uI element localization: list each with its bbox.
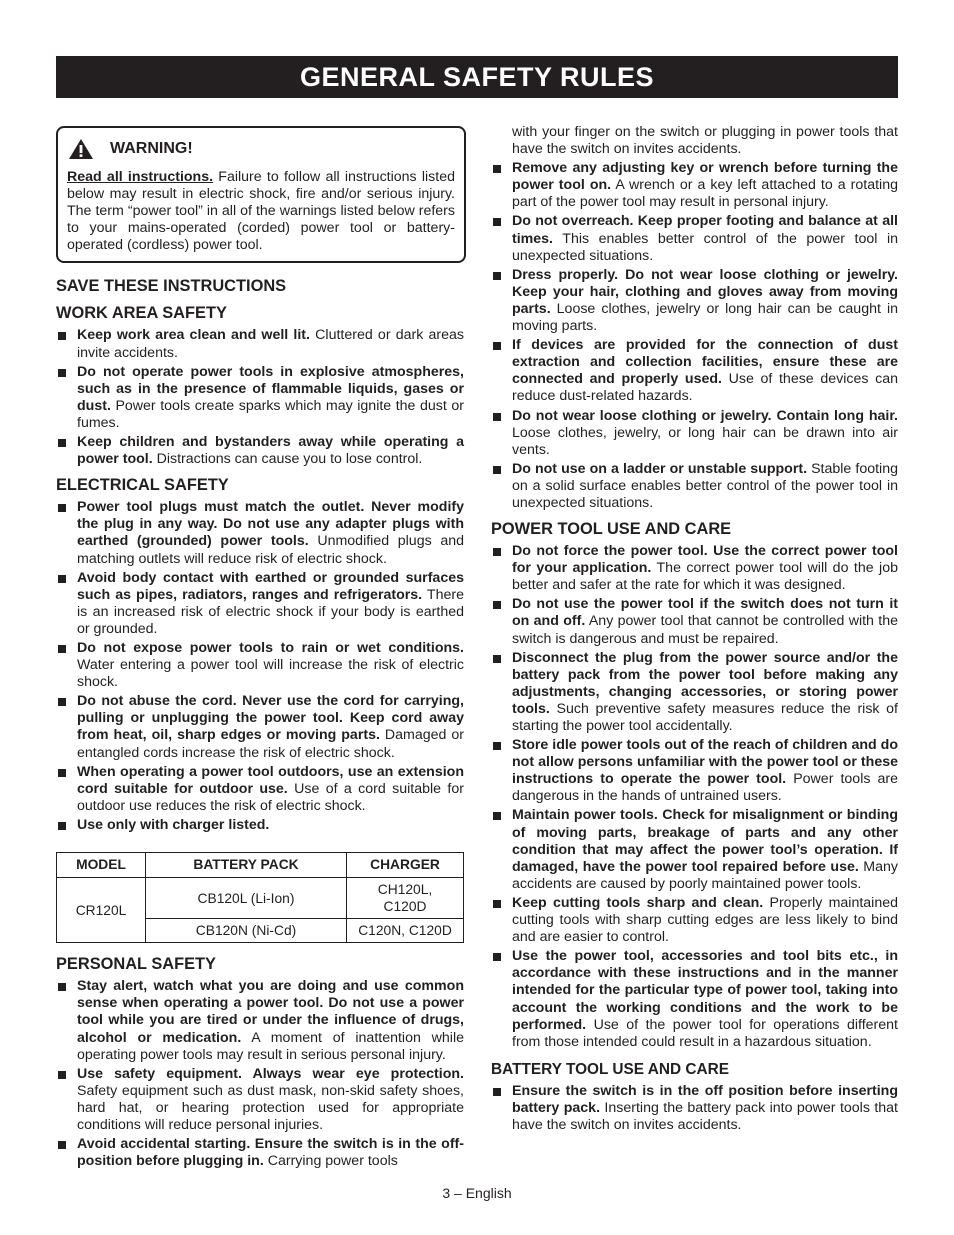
rule-bold: If devices are provided for the connection of dust extraction and collection facilities, ensure these are connected and properly used.	[512, 337, 898, 388]
rule-text: Use of a cord suitable for outdoor use reduces the risk of electric shock.	[77, 780, 464, 814]
table-header: MODEL	[57, 853, 146, 878]
warning-box	[56, 126, 466, 263]
rule-bold: Store idle power tools out of the reach of children and do not allow persons unfamiliar with the power tool or these instructions to operate the power tool.	[512, 737, 898, 788]
rule-text: Any power tool that cannot be controlled with the switch is dangerous and must be repaired.	[512, 613, 899, 647]
table-header: CHARGER	[347, 853, 464, 878]
warning-lead: Read all instructions.	[67, 169, 214, 185]
list-item	[56, 817, 464, 834]
rule-text: Inserting the battery pack into power tools that have the switch on invites accidents.	[512, 1099, 898, 1134]
list-item	[56, 978, 464, 1063]
rule-text: Properly maintained cutting tools with sharp cutting edges are less likely to bind and are easier to control.	[512, 894, 898, 946]
rule-bold: Do not operate power tools in explosive atmospheres, such as in the presence of flammable liquids, gases or dust.	[77, 363, 464, 414]
rule-text: Power tools create sparks which may ignite the dust or fumes.	[77, 397, 464, 431]
battery-tool-list	[491, 1083, 898, 1134]
rule-bold: Remove any adjusting key or wrench before turning the power tool on.	[512, 160, 898, 194]
rule-text: Carrying power tools	[263, 1153, 398, 1170]
rule-text: A wrench or a key left attached to a rotating part of the power tool may result in personal injury.	[512, 177, 898, 211]
rule-bold: Do not force the power tool. Use the correct power tool for your application.	[512, 543, 898, 577]
rule-bold: Keep children and bystanders away while operating a power tool.	[77, 434, 464, 468]
table-header-row	[57, 853, 464, 878]
list-item	[56, 570, 464, 638]
rule-text: The correct power tool will do the job better and safer at the rate for which it was designed.	[512, 560, 898, 594]
warning-header	[67, 138, 455, 160]
rule-bold: Do not overreach. Keep proper footing and balance at all times.	[512, 213, 898, 247]
rule-bold: Ensure the switch is in the off position before inserting battery pack.	[512, 1082, 898, 1116]
rule-bold: Do not use on a ladder or unstable support.	[512, 460, 808, 477]
rule-text: Safety equipment such as dust mask, non-skid safety shoes, hard hat, or hearing protection used for appropriate conditions will reduce personal injuries.	[77, 1082, 464, 1134]
rule-bold: Maintain power tools. Check for misalignment or binding of moving parts, breakage of parts and any other condition that may affect the power tool’s operation. If damaged, have the power tool repaired before use.	[512, 807, 898, 875]
table-row	[57, 878, 464, 919]
rule-text: Many accidents are caused by poorly maintained power tools.	[512, 858, 898, 892]
table-cell: CB120N (Ni-Cd)	[146, 919, 347, 943]
personal-list-continued	[491, 160, 898, 512]
warning-text	[67, 169, 455, 254]
list-item	[56, 764, 464, 815]
rule-bold: Use only with charger listed.	[77, 816, 270, 833]
list-item	[56, 640, 464, 691]
list-item	[491, 461, 898, 512]
list-item	[491, 337, 898, 405]
personal-list	[56, 978, 464, 1170]
table-cell-model: CR120L	[57, 878, 146, 943]
rule-text: Distractions can cause you to lose control.	[152, 451, 423, 468]
rule-bold: Do not use the power tool if the switch does not turn it on and off.	[512, 596, 898, 630]
list-item	[56, 1136, 464, 1170]
rule-text: Such preventive safety measures reduce the risk of starting the power tool accidentally.	[512, 700, 898, 734]
rule-bold: Power tool plugs must match the outlet. Never modify the plug in any way. Do not use any adapter plugs with earthed (grounded) power tools.	[77, 499, 464, 550]
list-item	[56, 364, 464, 432]
rule-text: Damaged or entangled cords increase the risk of electric shock.	[77, 727, 464, 761]
right-column	[491, 124, 898, 1136]
table-cell: CH120L, C120D	[347, 878, 464, 919]
list-item	[491, 1083, 898, 1134]
warning-triangle-icon	[68, 138, 94, 160]
rule-bold: Use safety equipment. Always wear eye protection.	[77, 1065, 464, 1082]
list-item	[56, 499, 464, 567]
rule-bold: Do not expose power tools to rain or wet conditions.	[77, 639, 464, 656]
list-item	[56, 1066, 464, 1134]
rule-bold: Avoid body contact with earthed or grounded surfaces such as pipes, radiators, ranges and refrigerators.	[77, 569, 464, 603]
page-footer: 3 – English	[442, 1185, 512, 1201]
rule-text: Loose clothes, jewelry, or long hair can be drawn into air vents.	[512, 424, 898, 458]
list-item	[491, 213, 898, 264]
list-item	[491, 543, 898, 594]
list-item	[491, 650, 898, 735]
rule-text: Water entering a power tool will increase the risk of electric shock.	[77, 657, 464, 691]
page-title: GENERAL SAFETY RULES	[56, 56, 898, 98]
rule-text: Power tools are dangerous in the hands of untrained users.	[512, 771, 899, 805]
rule-text: Use of the power tool for operations different from those intended could result in a hazardous situation.	[512, 1016, 898, 1050]
rule-text: Stable footing on a solid surface enables better control of the power tool in unexpected situations.	[512, 460, 898, 511]
electrical-heading: ELECTRICAL SAFETY	[56, 476, 229, 495]
rule-bold: When operating a power tool outdoors, use an extension cord suitable for outdoor use.	[77, 763, 464, 797]
rule-bold: Keep work area clean and well lit.	[77, 327, 310, 344]
list-item	[491, 895, 898, 946]
table-cell: CB120L (Li-Ion)	[146, 878, 347, 919]
table-cell: C120N, C120D	[347, 919, 464, 943]
rule-bold: Avoid accidental starting. Ensure the switch is in the off-position before plugging in.	[77, 1136, 464, 1170]
list-item	[491, 596, 898, 647]
list-item	[56, 693, 464, 761]
list-item	[491, 737, 898, 805]
work-area-heading: WORK AREA SAFETY	[56, 304, 227, 323]
rule-text: Use of these devices can reduce dust-related hazards.	[512, 371, 898, 405]
rule-bold: Keep cutting tools sharp and clean.	[512, 894, 764, 911]
table-header: BATTERY PACK	[146, 853, 347, 878]
power-tool-list	[491, 543, 898, 1051]
power-tool-heading: POWER TOOL USE AND CARE	[491, 520, 732, 539]
rule-text: Cluttered or dark areas invite accidents.	[77, 327, 464, 361]
charger-spec-table	[56, 852, 464, 943]
rule-text: There is an increased risk of electric shock if your body is earthed or grounded.	[77, 586, 464, 637]
electrical-list	[56, 499, 464, 834]
list-item	[491, 408, 898, 459]
rule-bold: Disconnect the plug from the power source and/or the battery pack from the power tool before making any adjustments, changing accessories, or storing power tools.	[512, 649, 898, 717]
warning-body: Failure to follow all instructions listed below may result in electric shock, fire and/or serious injury. The term “power tool” in all of the warnings listed below refers to your mains-operated (corded) power tool or battery-operated (cordless) power tool.	[67, 169, 455, 254]
list-item	[491, 160, 898, 211]
rule-bold: Do not abuse the cord. Never use the cord for carrying, pulling or unplugging the power tool. Keep cord away from heat, oil, sharp edges or moving parts.	[77, 693, 464, 744]
list-item	[491, 807, 898, 892]
list-item	[491, 267, 898, 335]
rule-text: Loose clothes, jewelry or long hair can be caught in moving parts.	[512, 300, 898, 335]
list-item	[56, 327, 464, 361]
personal-heading: PERSONAL SAFETY	[56, 955, 216, 974]
rule-bold: Do not wear loose clothing or jewelry. Contain long hair.	[512, 407, 898, 424]
save-instructions-heading: SAVE THESE INSTRUCTIONS	[56, 277, 287, 296]
rule-text: Unmodified plugs and matching outlets will reduce risk of electric shock.	[77, 533, 464, 567]
left-column	[56, 126, 464, 1172]
list-item	[491, 948, 898, 1051]
rule-text: This enables better control of the power tool in unexpected situations.	[512, 230, 898, 264]
battery-tool-heading: BATTERY TOOL USE AND CARE	[491, 1060, 730, 1078]
warning-heading: WARNING!	[110, 140, 193, 158]
rule-bold: Use the power tool, accessories and tool bits etc., in accordance with these instructions and in the manner intended for the particular type of power tool, taking into account the working conditions and the work to be performed.	[512, 948, 898, 1033]
rule-bold: Dress properly. Do not wear loose clothing or jewelry. Keep your hair, clothing and gloves away from moving parts.	[512, 266, 898, 317]
continued-text: with your finger on the switch or plugging in power tools that have the switch on invites accidents.	[512, 124, 898, 158]
rule-text: A moment of inattention while operating power tools may result in serious personal injury.	[77, 1029, 464, 1063]
rule-bold: Stay alert, watch what you are doing and use common sense when operating a power tool. Do not use a power tool while you are tired or under the influence of drugs, alcohol or medication.	[77, 978, 464, 1046]
list-item	[56, 434, 464, 468]
work-area-list	[56, 327, 464, 468]
